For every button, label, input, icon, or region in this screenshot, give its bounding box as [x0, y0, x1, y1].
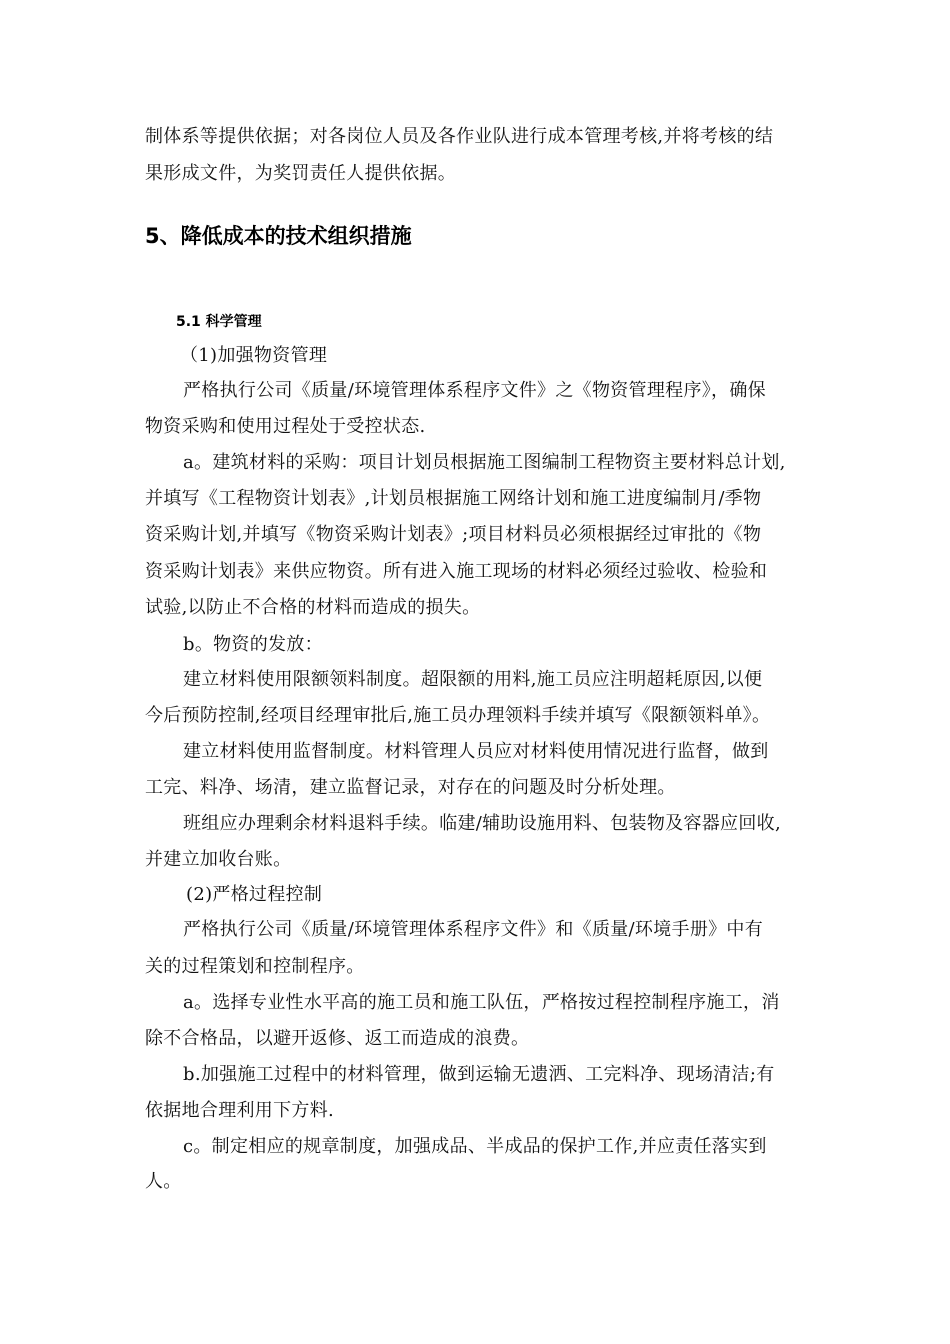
intro-line-2: 果形成文件，为奖罚责任人提供依据。 — [145, 163, 457, 184]
paragraph-line: b。物资的发放： — [183, 634, 323, 655]
list-heading-2: (2)严格过程控制 — [186, 884, 323, 905]
list-heading-1: （1)加强物资管理 — [180, 345, 328, 366]
paragraph-line: 严格执行公司《质量/环境管理体系程序文件》之《物资管理程序》，确保 — [183, 380, 766, 401]
paragraph-line: b.加强施工过程中的材料管理，做到运输无遗洒、工完料净、现场清洁;有 — [183, 1064, 775, 1085]
paragraph-line: c。制定相应的规章制度，加强成品、半成品的保护工作,并应责任落实到 — [183, 1136, 767, 1157]
paragraph-line: 除不合格品，以避开返修、返工而造成的浪费。 — [145, 1028, 530, 1049]
paragraph-line: 建立材料使用监督制度。材料管理人员应对材料使用情况进行监督，做到 — [183, 741, 769, 762]
intro-line-1: 制体系等提供依据；对各岗位人员及各作业队进行成本管理考核,并将考核的结 — [145, 126, 774, 147]
paragraph-line: 并填写《工程物资计划表》,计划员根据施工网络计划和施工进度编制月/季物 — [145, 488, 762, 509]
paragraph-line: 今后预防控制,经项目经理审批后,施工员办理领料手续并填写《限额领料单》。 — [145, 705, 771, 726]
paragraph-line: 并建立加收台账。 — [145, 849, 292, 870]
paragraph-line: 工完、料净、场清，建立监督记录，对存在的问题及时分析处理。 — [145, 777, 676, 798]
paragraph-line: 依据地合理利用下方料. — [145, 1100, 335, 1121]
paragraph-line: 班组应办理剩余材料退料手续。临建/辅助设施用料、包装物及容器应回收, — [183, 813, 781, 834]
paragraph-line: 严格执行公司《质量/环境管理体系程序文件》和《质量/环境手册》中有 — [183, 919, 764, 940]
paragraph-line: a。选择专业性水平高的施工员和施工队伍，严格按过程控制程序施工，消 — [183, 992, 780, 1013]
paragraph-line: 资采购计划,并填写《物资采购计划表》;项目材料员必须根据经过审批的《物 — [145, 524, 762, 545]
paragraph-line: 资采购计划表》来供应物资。所有进入施工现场的材料必须经过验收、检验和 — [145, 561, 768, 582]
section-heading: 5、降低成本的技术组织措施 — [145, 224, 412, 248]
paragraph-line: a。建筑材料的采购：项目计划员根据施工图编制工程物资主要材料总计划, — [183, 452, 786, 473]
paragraph-line: 建立材料使用限额领料制度。超限额的用料,施工员应注明超耗原因,以便 — [183, 669, 763, 690]
paragraph-line: 试验,以防止不合格的材料而造成的损失。 — [145, 597, 481, 618]
paragraph-line: 关的过程策划和控制程序。 — [145, 956, 365, 977]
subsection-heading: 5.1 科学管理 — [176, 314, 262, 330]
paragraph-line: 物资采购和使用过程处于受控状态. — [145, 416, 426, 437]
paragraph-line: 人。 — [145, 1171, 182, 1192]
